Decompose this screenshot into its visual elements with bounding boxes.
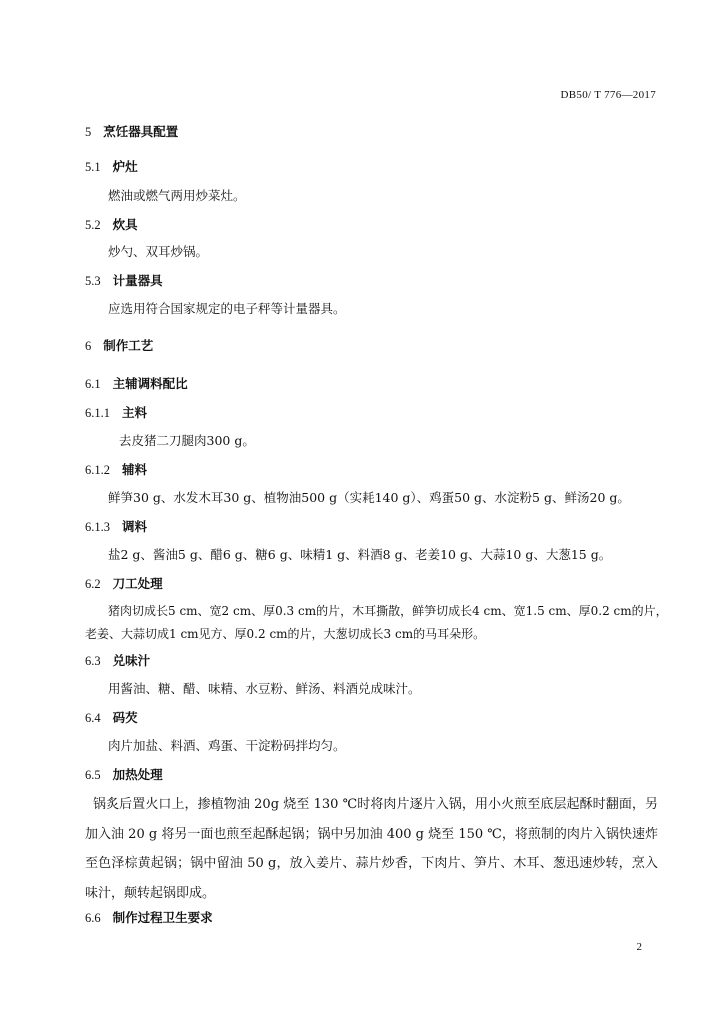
heading-5-1	[85, 157, 138, 175]
heading-number: 6.2	[85, 577, 101, 591]
heading-number: 6.1.1	[85, 406, 110, 420]
heading-title: 主料	[122, 405, 148, 420]
heading-title: 烹饪器具配置	[103, 124, 179, 139]
heading-title: 兑味汁	[112, 653, 151, 668]
paragraph-5-2: 炒勺、双耳炒锅。	[108, 244, 209, 259]
heading-6-1-1	[85, 403, 147, 421]
heading-title: 炊具	[112, 217, 138, 232]
heading-number: 6.1	[85, 377, 101, 391]
paragraph-5-1: 燃油或燃气两用炒菜灶。	[108, 188, 246, 203]
paragraph-6-1-1: 去皮猪二刀腿肉300 g。	[119, 433, 255, 448]
heading-6-4	[85, 708, 138, 726]
heading-title: 制作工艺	[103, 338, 154, 353]
paragraph-6-5: 锅炙后置火口上，掺植物油 20g 烧至 130 ℃时将肉片逐片入锅，用小火煎至底层起酥时翻面，另加入油 20 g 将另一面也煎至起酥起锅；锅中另加油 400 g 烧至 150 ℃，将煎制的肉片入锅快速炸至色泽棕黄起锅；锅中留油 50 g，放入姜片、蒜片炒香，下肉片、笋片、木耳、葱迅速炒转，烹入味汁，颠转起锅即成。	[85, 797, 658, 901]
heading-6-1	[85, 374, 188, 392]
heading-title: 主辅调料配比	[112, 376, 188, 391]
heading-number: 6.1.2	[85, 463, 110, 477]
heading-5	[85, 122, 178, 140]
paragraph-6-3: 用酱油、糖、醋、味精、水豆粉、鲜汤、料酒兑成味汁。	[108, 681, 421, 696]
paragraph-6-4: 肉片加盐、料酒、鸡蛋、干淀粉码拌均匀。	[108, 738, 346, 753]
heading-number: 6.3	[85, 654, 101, 668]
paragraph-6-1-3: 盐2 g、酱油5 g、醋6 g、糖6 g、味精1 g、料酒8 g、老姜10 g、大蒜10 g、大葱15 g。	[108, 547, 612, 562]
page-number: 2	[636, 941, 642, 953]
heading-number: 6	[85, 339, 92, 353]
paragraph-5-3: 应选用符合国家规定的电子秤等计量器具。	[108, 301, 346, 316]
heading-6-1-2	[85, 460, 147, 478]
heading-title: 刀工处理	[112, 576, 163, 591]
heading-number: 6.1.3	[85, 520, 110, 534]
heading-6	[85, 336, 153, 354]
heading-title: 调料	[122, 519, 148, 534]
heading-5-2	[85, 215, 138, 233]
heading-5-3	[85, 271, 163, 289]
heading-number: 6.5	[85, 768, 101, 782]
heading-title: 辅料	[122, 462, 148, 477]
heading-number: 5.3	[85, 274, 101, 288]
heading-number: 6.6	[85, 911, 101, 925]
heading-title: 计量器具	[112, 273, 163, 288]
heading-title: 码芡	[112, 710, 138, 725]
heading-6-6	[85, 908, 213, 926]
paragraph-6-2-line-2: 老姜、大蒜切成1 cm见方、厚0.2 cm的片，大葱切成长3 cm的马耳朵形。	[85, 627, 486, 641]
heading-6-3	[85, 651, 150, 669]
heading-title: 加热处理	[112, 767, 163, 782]
heading-number: 5	[85, 125, 92, 139]
standard-code-header: DB50/ T 776—2017	[560, 89, 656, 101]
heading-title: 炉灶	[112, 159, 138, 174]
heading-6-5	[85, 765, 163, 783]
heading-number: 5.1	[85, 160, 101, 174]
paragraph-6-1-2: 鲜笋30 g、水发木耳30 g、植物油500 g（实耗140 g）、鸡蛋50 g、水淀粉5 g、鲜汤20 g。	[108, 490, 630, 505]
heading-6-1-3	[85, 517, 147, 535]
heading-6-2	[85, 574, 163, 592]
heading-title: 制作过程卫生要求	[112, 910, 213, 925]
heading-number: 5.2	[85, 218, 101, 232]
heading-number: 6.4	[85, 711, 101, 725]
paragraph-6-2-line-1: 猪肉切成长5 cm、宽2 cm、厚0.3 cm的片，木耳撕散，鲜笋切成长4 cm、宽1.5 cm、厚0.2 cm的片，	[108, 604, 668, 618]
